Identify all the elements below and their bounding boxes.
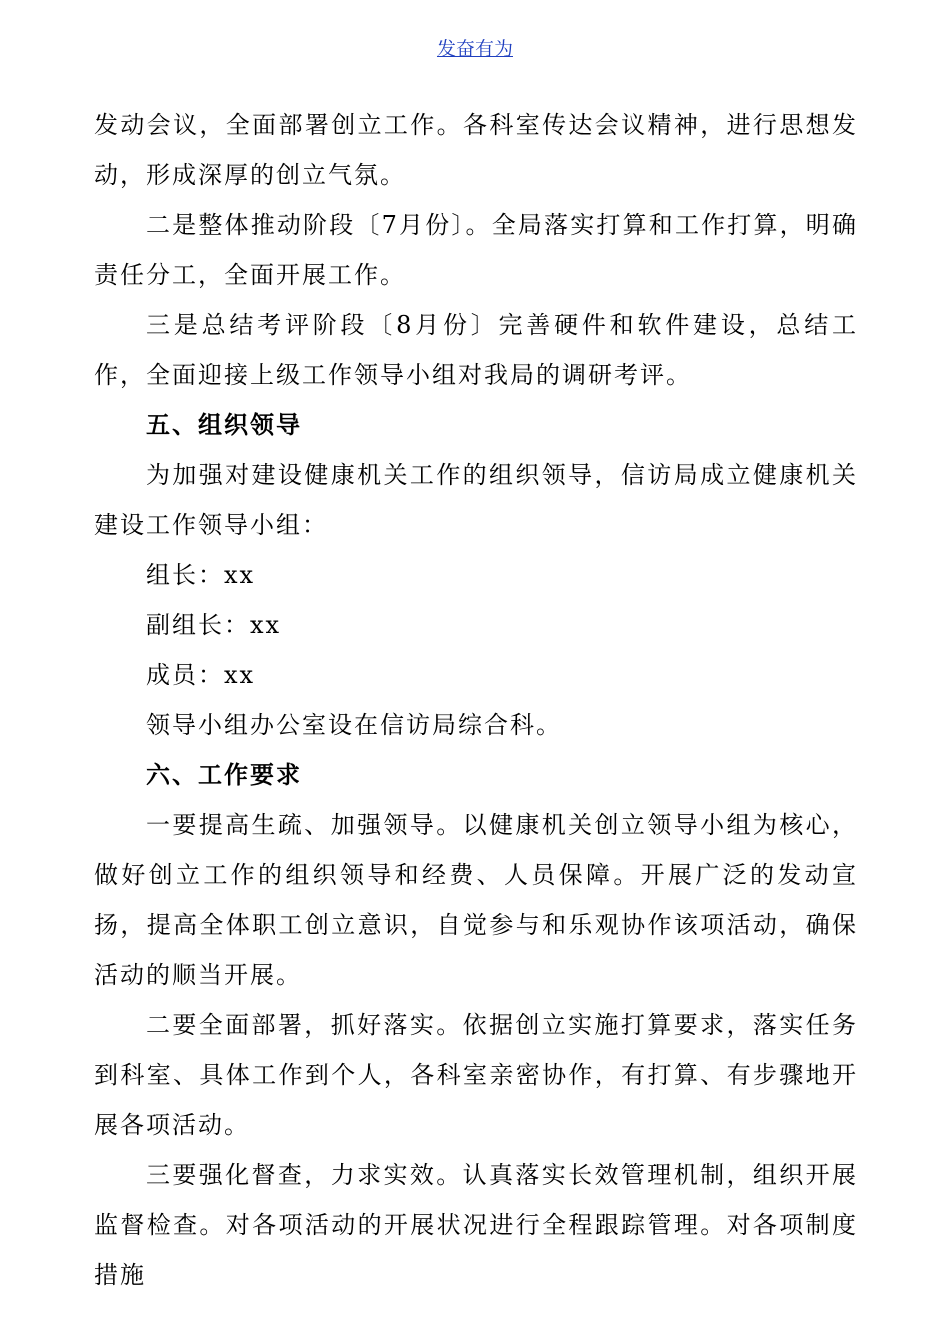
page-header [0,36,950,62]
requirement-one: 一要提高生疏、加强领导。以健康机关创立领导小组为核心，做好创立工作的组织领导和经费、人员保障。开展广泛的发动宣扬，提高全体职工创立意识，自觉参与和乐观协作该项活动，确保活动的顺当开展。 [94,811,858,989]
paragraph-leading-group: 为加强对建设健康机关工作的组织领导，信访局成立健康机关建设工作领导小组： [94,461,858,539]
requirement-two: 二要全面部署，抓好落实。依据创立实施打算要求，落实任务到科室、具体工作到个人，各科室亲密协作，有打算、有步骤地开展各项活动。 [94,1011,858,1139]
paragraph-mobilization: 发动会议，全面部署创立工作。各科室传达会议精神，进行思想发动，形成深厚的创立气氛。 [94,111,858,189]
office-location-line: 领导小组办公室设在信访局综合科。 [146,711,562,739]
paragraph-stage-two: 二是整体推动阶段〔7月份〕。全局落实打算和工作打算，明确责任分工，全面开展工作。 [94,211,858,289]
document-body [94,100,858,1300]
section-heading-organization: 五、组织领导 [146,410,302,439]
requirement-three: 三要强化督查，力求实效。认真落实长效管理机制，组织开展监督检查。对各项活动的开展状况进行全程跟踪管理。对各项制度措施 [94,1161,858,1289]
group-leader-line: 组长：xx [146,561,256,589]
members-line: 成员：xx [146,661,256,689]
header-link[interactable]: 发奋有为 [436,38,513,60]
paragraph-stage-three: 三是总结考评阶段〔8月份〕完善硬件和软件建设，总结工作，全面迎接上级工作领导小组对我局的调研考评。 [94,311,858,389]
section-heading-requirements: 六、工作要求 [146,760,302,789]
deputy-leader-line: 副组长：xx [146,611,282,639]
